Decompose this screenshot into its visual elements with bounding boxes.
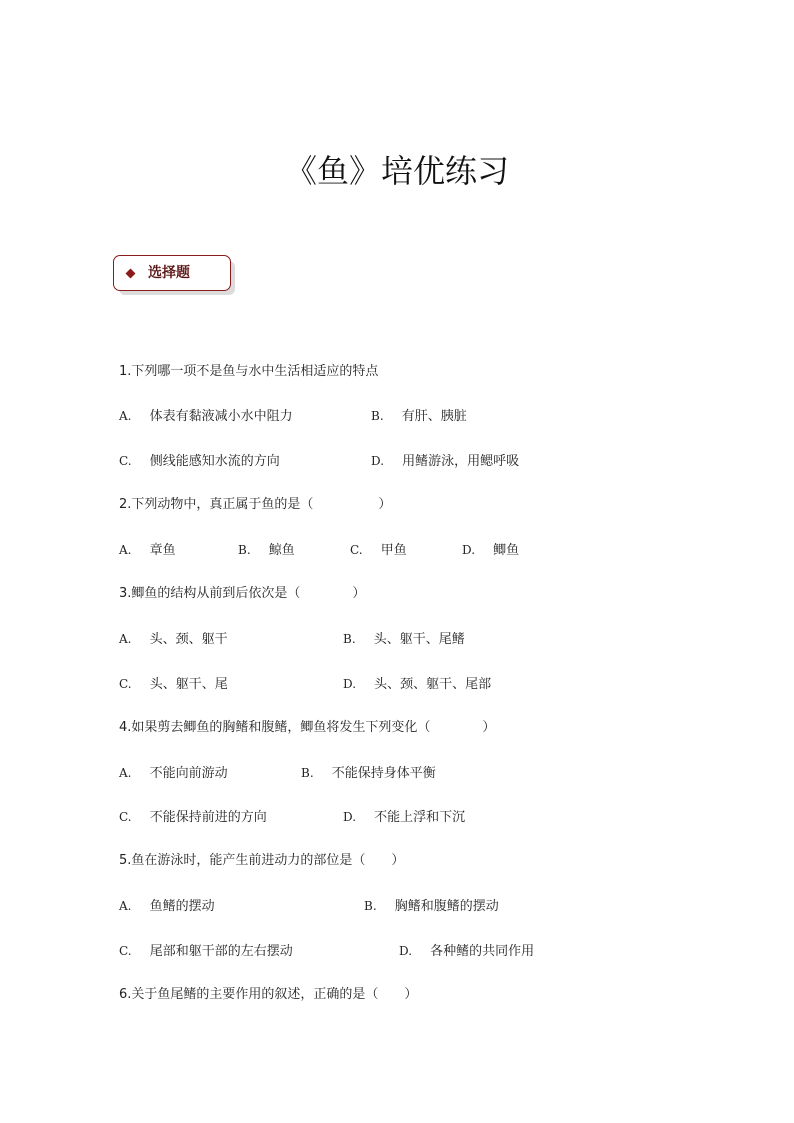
option-text: 胸鳍和腹鳍的摆动 [394, 899, 499, 914]
option-text: 头、躯干、尾鳍 [373, 632, 465, 647]
option-text: 头、颈、躯干 [149, 632, 228, 647]
option-text: 不能上浮和下沉 [374, 810, 466, 825]
option-letter: B. [371, 409, 384, 423]
option [119, 942, 293, 961]
option-letter: C. [119, 944, 132, 958]
option [343, 808, 465, 827]
option-letter: B. [343, 632, 356, 646]
option [343, 675, 491, 694]
option-letter: B. [238, 543, 251, 557]
option [371, 452, 519, 471]
option-letter: C. [350, 543, 363, 557]
option-letter: C. [119, 810, 132, 824]
option-letter: B. [364, 899, 377, 913]
question-stem: 4.如果剪去鲫鱼的胸鳍和腹鳍，鲫鱼将发生下列变化（ ） [119, 720, 496, 735]
option-text: 不能向前游动 [149, 766, 228, 781]
option [119, 630, 228, 649]
option [371, 407, 467, 426]
diamond-icon [126, 269, 136, 279]
option-text: 有肝、胰脏 [401, 409, 467, 424]
option [119, 407, 293, 426]
option-letter: D. [371, 454, 385, 468]
option [301, 764, 436, 783]
option-text: 侧线能感知水流的方向 [149, 454, 280, 469]
option-letter: D. [462, 543, 476, 557]
option [119, 675, 228, 694]
option-letter: A. [119, 632, 132, 646]
option-letter: A. [119, 543, 132, 557]
option-letter: A. [119, 899, 132, 913]
option-letter: D. [343, 810, 357, 824]
option-text: 用鳍游泳，用鳃呼吸 [402, 454, 520, 469]
option-letter: A. [119, 409, 132, 423]
option-text: 鱼鳍的摆动 [149, 899, 215, 914]
section-label: 选择题 [148, 265, 190, 281]
option-text: 甲鱼 [380, 543, 407, 558]
option-letter: C. [119, 677, 132, 691]
question-stem: 5.鱼在游泳时，能产生前进动力的部位是（ ） [119, 853, 405, 868]
option-text: 各种鳍的共同作用 [430, 944, 535, 959]
section-tag [113, 255, 231, 291]
option [119, 541, 176, 560]
option-text: 尾部和躯干部的左右摆动 [149, 944, 293, 959]
option [119, 764, 228, 783]
page-title: 《鱼》培优练习 [284, 152, 509, 190]
option [399, 942, 534, 961]
option-letter: C. [119, 454, 132, 468]
option-text: 不能保持前进的方向 [149, 810, 267, 825]
option-text: 体表有黏液减小水中阻力 [149, 409, 293, 424]
option-letter: D. [399, 944, 413, 958]
option-letter: B. [301, 766, 314, 780]
option [364, 897, 499, 916]
option-letter: D. [343, 677, 357, 691]
option-text: 章鱼 [149, 543, 176, 558]
option [119, 808, 267, 827]
option [119, 897, 215, 916]
question-stem: 2.下列动物中，真正属于鱼的是（ ） [119, 497, 392, 512]
option [343, 630, 465, 649]
question-stem: 3.鲫鱼的结构从前到后依次是（ ） [119, 586, 366, 601]
option [350, 541, 407, 560]
option-text: 头、躯干、尾 [149, 677, 228, 692]
option-letter: A. [119, 766, 132, 780]
option [119, 452, 280, 471]
option-text: 鲫鱼 [493, 543, 520, 558]
option [462, 541, 519, 560]
option-text: 鲸鱼 [268, 543, 295, 558]
question-stem: 6.关于鱼尾鳍的主要作用的叙述，正确的是（ ） [119, 987, 418, 1002]
option [238, 541, 295, 560]
option-text: 头、颈、躯干、尾部 [374, 677, 492, 692]
question-stem: 1.下列哪一项不是鱼与水中生活相适应的特点 [119, 364, 379, 379]
option-text: 不能保持身体平衡 [331, 766, 436, 781]
